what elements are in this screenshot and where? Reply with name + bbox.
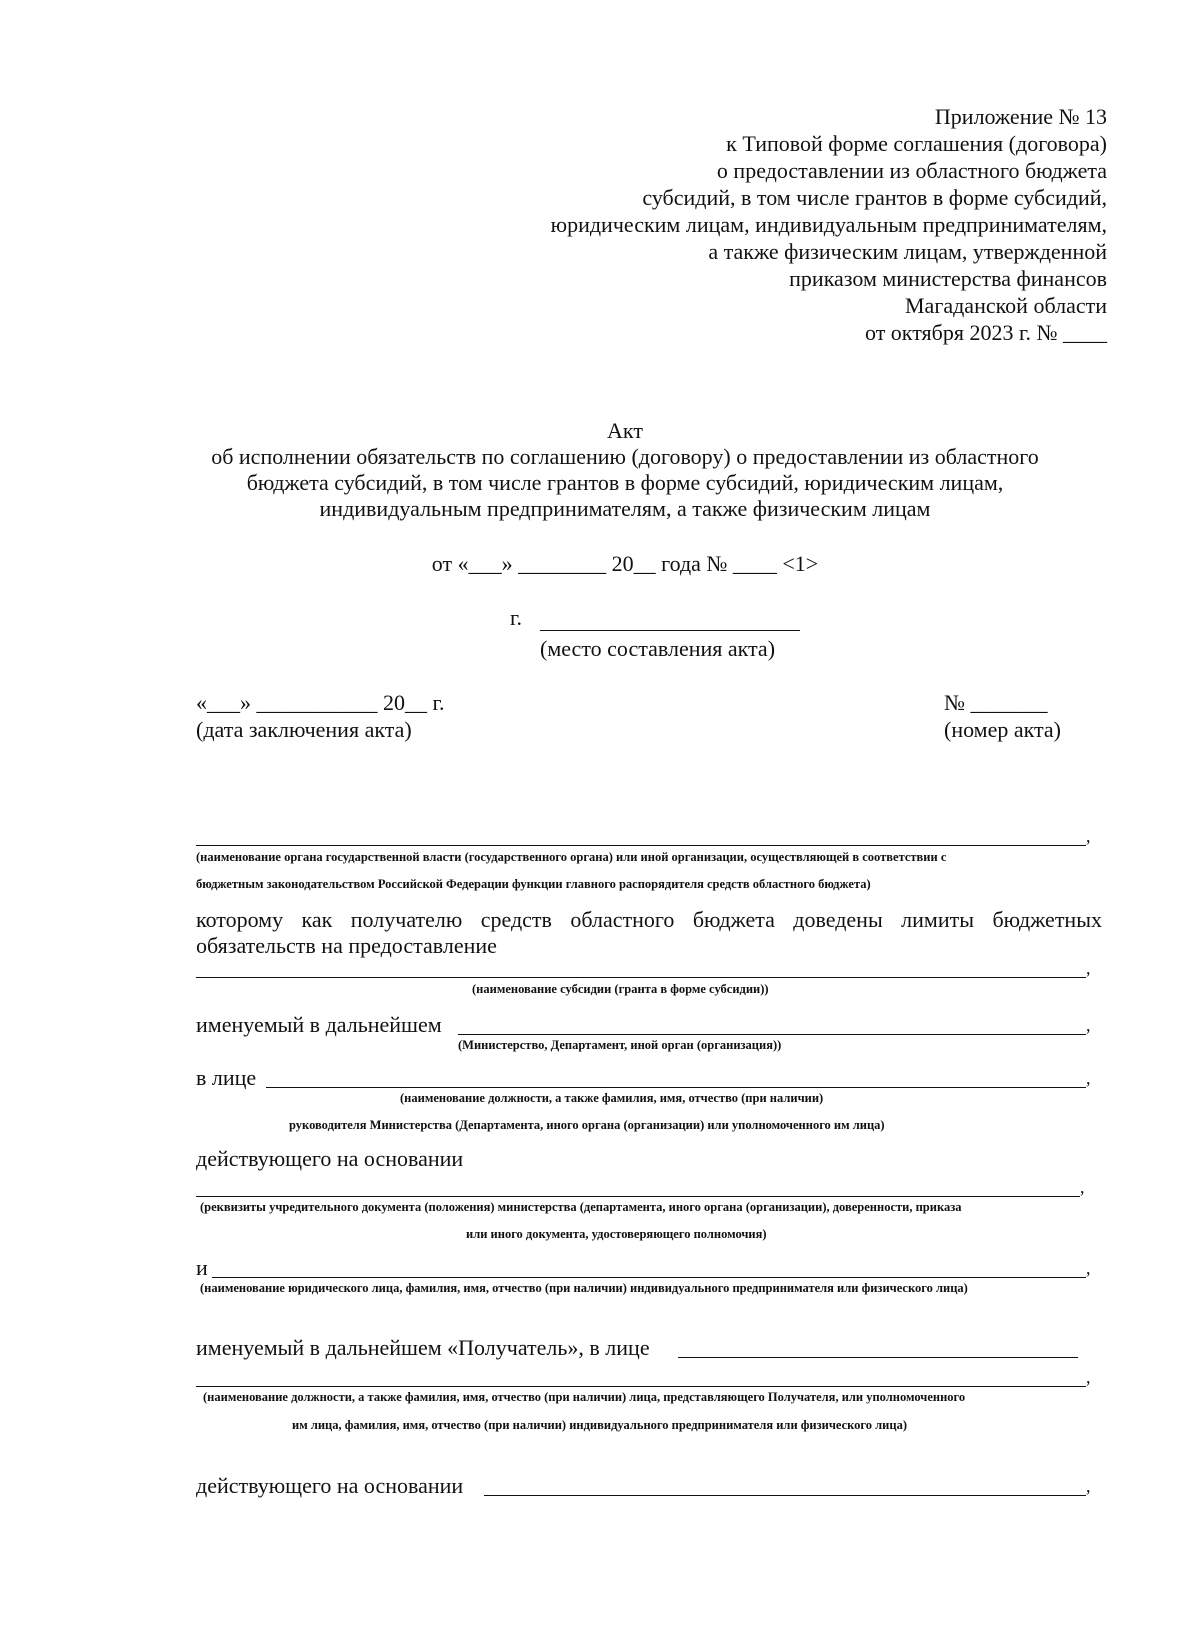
title-heading: Акт [607,418,643,443]
basis-caption: или иного документа, удостоверяющего полномочия) [466,1227,767,1241]
act-date-caption: (дата заключения акта) [196,717,412,742]
place-prefix: г. [510,605,523,630]
org-caption: (наименование органа государственной власти (государственного органа) или иной организации, осуществляющей в соответствии с [196,850,947,864]
person-input-line[interactable] [266,1087,1086,1088]
named-input-line[interactable] [458,1034,1086,1035]
org-input-line[interactable] [196,845,1086,846]
comma: , [1086,1015,1091,1035]
limits-text: которому как получателю средств областного бюджета доведены лимиты бюджетных обязательств на предоставление [196,907,1102,958]
appendix-line: от октября 2023 г. № ____ [864,320,1107,345]
org-caption: бюджетным законодательством Российской Федерации функции главного распорядителя средств областного бюджета) [196,877,871,891]
act-date: «___» ___________ 20__ г. [196,690,445,715]
and-label: и [196,1255,208,1280]
act-number-caption: (номер акта) [944,717,1062,742]
comma: , [1080,1177,1085,1197]
comma: , [1086,1367,1091,1387]
subsidy-caption: (наименование субсидии (гранта в форме субсидии)) [472,982,769,996]
comma: , [1086,1258,1091,1278]
comma: , [1086,958,1091,978]
recipient-named-label: именуемый в дальнейшем «Получатель», в лице [196,1335,650,1360]
recipient-basis-label: действующего на основании [196,1473,464,1498]
recipient-input-line[interactable] [212,1277,1086,1278]
comma: , [1086,826,1091,846]
appendix-block [551,103,1107,346]
title-line: бюджета субсидий, в том числе грантов в форме субсидий, юридическим лицам, [246,470,1004,495]
recipient-rep-input-line-2[interactable] [196,1386,1086,1387]
basis-label: действующего на основании [196,1146,464,1171]
appendix-line: о предоставлении из областного бюджета [716,158,1107,183]
appendix-line: субсидий, в том числе грантов в форме субсидий, [642,185,1107,210]
subsidy-input-line[interactable] [196,977,1086,978]
title-line: индивидуальным предпринимателям, а также физическим лицам [319,496,931,521]
named-caption: (Министерство, Департамент, иной орган (организация)) [458,1038,782,1052]
basis-caption: (реквизиты учредительного документа (положения) министерства (департамента, иного органа (организации), доверенности, приказа [200,1200,962,1214]
appendix-line: а также физическим лицам, утвержденной [708,239,1107,264]
recipient-rep-caption: (наименование должности, а также фамилия, имя, отчество (при наличии) лица, представляющего Получателя, или уполномоченного [203,1390,966,1404]
appendix-line: юридическим лицам, индивидуальным предпринимателям, [550,212,1107,237]
title-date-line: от «___» ________ 20__ года № ____ <1> [431,551,819,576]
recipient-rep-caption: им лица, фамилия, имя, отчество (при наличии) индивидуального предпринимателя или физического лица) [292,1418,908,1432]
document-title [150,418,1100,522]
appendix-line: приказом министерства финансов [789,266,1107,291]
appendix-line: Магаданской области [905,293,1107,318]
named-label: именуемый в дальнейшем [196,1012,442,1037]
comma: , [1086,1476,1091,1496]
person-caption: руководителя Министерства (Департамента, иного органа (организации) или уполномоченного им лица) [289,1118,885,1132]
recipient-caption: (наименование юридического лица, фамилия, имя, отчество (при наличии) индивидуального предпринимателя или физического лица) [200,1281,968,1295]
title-line: об исполнении обязательств по соглашению (договору) о предоставлении из областного [211,444,1039,469]
appendix-line: Приложение № 13 [934,104,1107,129]
basis-input-line[interactable] [196,1196,1080,1197]
place-input-line[interactable] [540,630,800,631]
appendix-line: к Типовой форме соглашения (договора) [726,131,1107,156]
act-number: № _______ [944,690,1048,715]
recipient-rep-input-line[interactable] [678,1357,1078,1358]
person-caption: (наименование должности, а также фамилия, имя, отчество (при наличии) [400,1091,824,1105]
comma: , [1086,1068,1091,1088]
recipient-basis-input-line[interactable] [484,1495,1086,1496]
person-label: в лице [196,1065,257,1090]
place-caption: (место составления акта) [540,636,776,661]
